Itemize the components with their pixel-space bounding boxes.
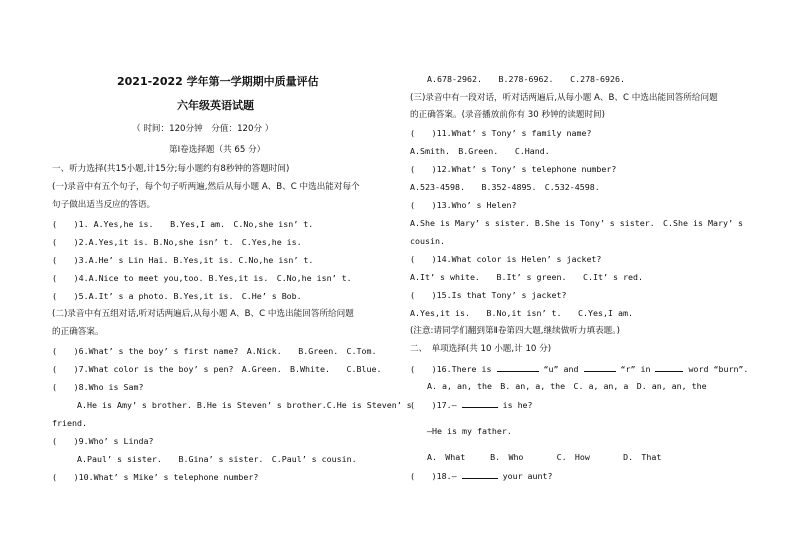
- question-11: ( )11.What’ s Tony’ s family name?: [410, 128, 592, 138]
- question-14: ( )14.What color is Helen’ s jacket?: [410, 254, 602, 264]
- question-15-options: A.Yes,it is. B.No,it isn’ t. C.Yes,I am.: [410, 308, 634, 318]
- part-three-instruction: (三)录音中有一段对话，听对话两遍后,从每小题 A、B、C 中选出能回答所给问题: [410, 93, 718, 103]
- question-17-text-b: is he?: [502, 400, 533, 410]
- answer-blank[interactable]: [497, 363, 539, 372]
- question-8-options-cont: friend.: [52, 418, 87, 428]
- section-two-header: 二、 单项选择(共 10 小题,计 10 分): [410, 344, 552, 354]
- question-3: ( )3.A.He’ s Lin Hai. B.Yes,it is. C.No,he isn’ t.: [52, 255, 314, 265]
- question-17-options: A. What B. Who C. How D. That: [427, 452, 662, 462]
- question-17-text-a: ( )17.—: [410, 400, 457, 410]
- question-2: ( )2.A.Yes,it is. B.No,she isn’ t. C.Yes,he is.: [52, 237, 302, 247]
- answer-blank[interactable]: [462, 399, 498, 408]
- question-14-options: A.It’ s white. B.It’ s green. C.It’ s red.: [410, 272, 643, 282]
- question-1: ( )1. A.Yes,he is. B.Yes,I am. C.No,she isn’ t.: [52, 219, 314, 229]
- question-7: ( )7.What color is the boy’ s pen? A.Green. B.White. C.Blue.: [52, 364, 382, 374]
- part-one-instruction-cont: 句子做出适当反应的答语。: [52, 200, 156, 210]
- volume-one-header: 第Ⅰ卷选择题（共 65 分）: [169, 145, 266, 155]
- question-10-options: A.678-2962. B.278-6962. C.278-6926.: [427, 74, 626, 84]
- question-13-options: A.She is Mary’ s sister. B.She is Tony’ s sister. C.She is Mary’ s: [410, 218, 743, 228]
- listening-note: (注意:请同学们翻到第Ⅱ卷第四大题,继续做听力填表题。): [410, 326, 620, 336]
- question-4: ( )4.A.Nice to meet you,too. B.Yes,it is. C.No,he isn’ t.: [52, 273, 352, 283]
- question-8: ( )8.Who is Sam?: [52, 382, 144, 392]
- exam-subtitle: 六年级英语试题: [177, 99, 254, 112]
- question-17: [410, 399, 533, 411]
- question-9-options: A.Paul’ s sister. B.Gina’ s sister. C.Paul’ s cousin.: [77, 454, 357, 464]
- question-12-options: A.523-4598. B.352-4895. C.532-4598.: [410, 182, 600, 192]
- question-9: ( )9.Who’ s Linda?: [52, 436, 154, 446]
- question-16-text-b: “u” and: [543, 364, 579, 374]
- question-12: ( )12.What’ s Tony’ s telephone number?: [410, 164, 617, 174]
- part-two-instruction: (二)录音中有五组对话,听对话两遍后,从每小题 A、B、C 中选出能回答所给问题: [52, 309, 354, 319]
- part-three-instruction-cont: 的正确答案。(录音播放前你有 30 秒钟的读题时间): [410, 110, 605, 120]
- question-13-options-cont: cousin.: [410, 236, 445, 246]
- question-8-options: A.He is Amy’ s brother. B.He is Steven’ s brother.C.He is Steven’ s: [77, 400, 412, 410]
- part-two-instruction-cont: 的正确答案。: [52, 327, 104, 337]
- answer-blank[interactable]: [462, 470, 498, 479]
- question-18-text-a: ( )18.—: [410, 471, 457, 481]
- question-10: ( )10.What’ s Mike’ s telephone number?: [52, 472, 259, 482]
- question-13: ( )13.Who’ s Helen?: [410, 200, 517, 210]
- question-11-options: A.Smith. B.Green. C.Hand.: [410, 146, 550, 156]
- question-16: [410, 363, 748, 375]
- question-16-options: A. a, an, the B. an, a, the C. a, an, a D. an, an, the: [427, 381, 707, 391]
- answer-blank[interactable]: [655, 363, 683, 372]
- section-one-header: 一、听力选择(共15小题,计15分;每小题约有8秒钟的答题时间): [52, 164, 290, 174]
- question-16-text-a: ( )16.There is: [410, 364, 492, 374]
- question-16-text-d: word “burn”.: [688, 364, 749, 374]
- question-16-text-c: “r” in: [620, 364, 651, 374]
- question-17-reply: —He is my father.: [427, 426, 512, 436]
- exam-title: 2021-2022 学年第一学期期中质量评估: [117, 75, 319, 88]
- question-15: ( )15.Is that Tony’ s jacket?: [410, 290, 567, 300]
- time-info: （ 时间：120分钟 分值：120分 ）: [132, 124, 274, 134]
- question-18: [410, 470, 553, 482]
- question-6: ( )6.What’ s the boy’ s first name? A.Nick. B.Green. C.Tom.: [52, 346, 377, 356]
- answer-blank[interactable]: [584, 363, 616, 372]
- part-one-instruction: (一)录音中有五个句子，每个句子听两遍,然后从每小题 A、B、C 中选出能对每个: [52, 182, 360, 192]
- question-18-text-b: your aunt?: [502, 471, 553, 481]
- question-5: ( )5.A.It’ s a photo. B.Yes,it is. C.He’ s Bob.: [52, 291, 302, 301]
